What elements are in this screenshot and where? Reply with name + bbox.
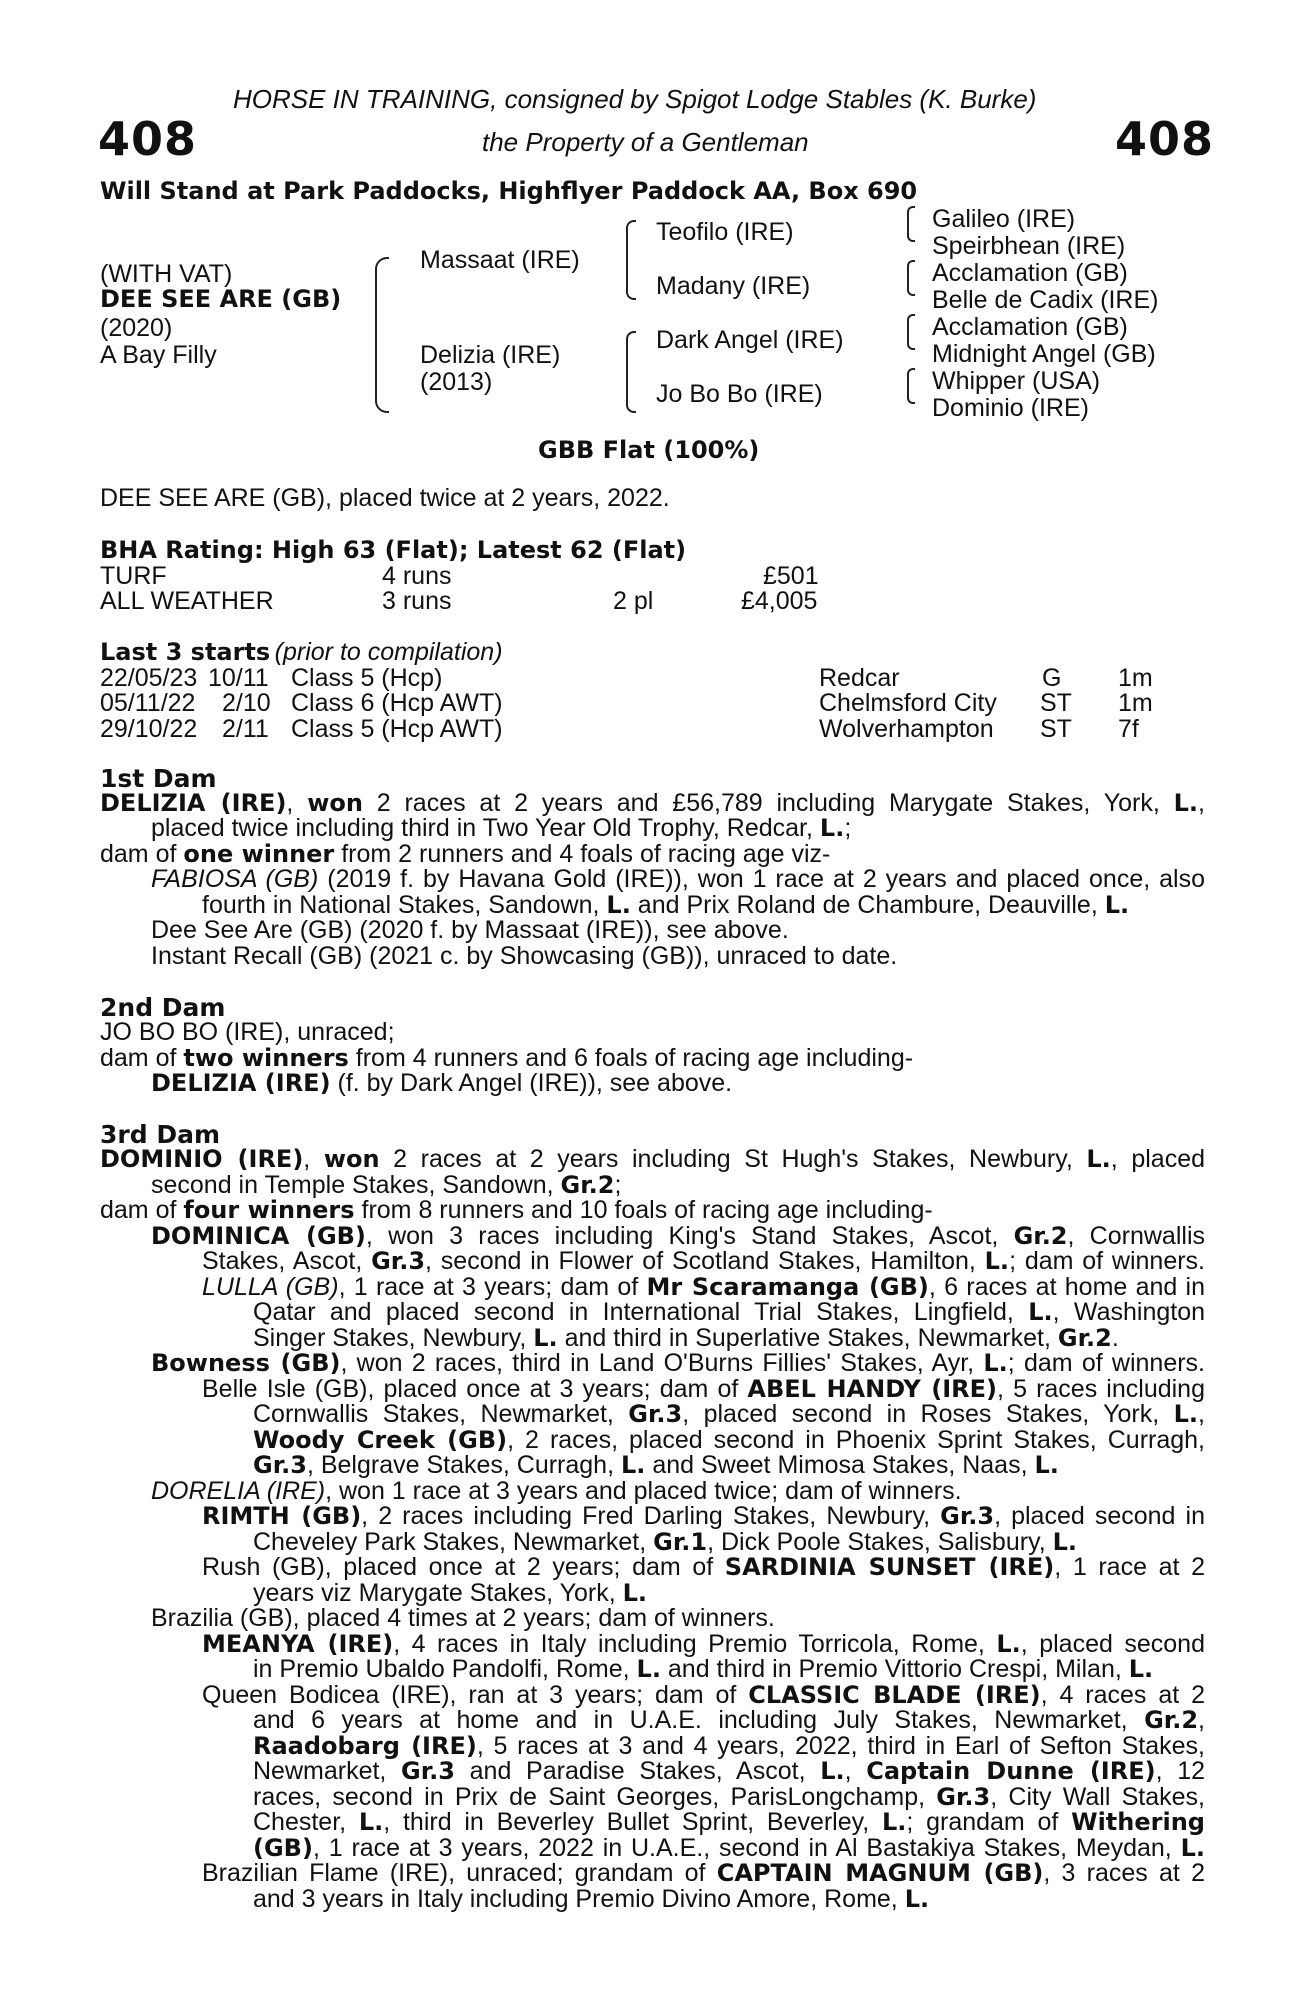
brace-gen3-3: [907, 314, 915, 350]
dam-line: Chester, L., third in Beverley Bullet Sprint, Beverley, L.; grandam of Withering: [253, 1808, 1205, 1836]
dam-line: DOMINICA (GB), won 3 races including King's Stand Stakes, Ascot, Gr.2, Cornwallis: [151, 1222, 1205, 1250]
sire-dam: Madany (IRE): [656, 272, 811, 300]
brace-gen1: [375, 257, 389, 413]
sire-sire: Teofilo (IRE): [656, 218, 794, 246]
gen3-5: Acclamation (GB): [932, 313, 1128, 341]
dam-line: Belle Isle (GB), placed once at 3 years; dam of ABEL HANDY (IRE), 5 races including: [202, 1375, 1205, 1403]
second-dam-heading: 2nd Dam: [100, 993, 226, 1022]
start-pos: 2/10: [222, 689, 271, 717]
dam-line: LULLA (GB), 1 race at 3 years; dam of Mr Scaramanga (GB), 6 races at home and in: [202, 1273, 1206, 1301]
lot-number-right: 408: [1115, 112, 1215, 166]
gen3-7: Whipper (USA): [932, 367, 1101, 395]
start-going: G: [1042, 664, 1062, 692]
brace-gen3-1: [907, 206, 915, 242]
dam-line: Newmarket, Gr.3 and Paradise Stakes, Ascot, L., Captain Dunne (IRE), 12: [253, 1757, 1206, 1785]
dam-name: Delizia (IRE): [420, 341, 561, 369]
brace-gen3-2: [907, 260, 915, 296]
start-pos: 2/11: [222, 715, 269, 743]
start-class: Class 6 (Hcp AWT): [291, 689, 503, 717]
gen3-2: Speirbhean (IRE): [932, 232, 1126, 260]
start-class: Class 5 (Hcp): [291, 664, 443, 692]
rating-title: BHA Rating: High 63 (Flat); Latest 62 (Flat): [100, 536, 687, 564]
rating-turf-surface: TURF: [100, 562, 167, 590]
dam-line: dam of one winner from 2 runners and 4 foals of racing age viz-: [100, 840, 831, 868]
horse-name: DEE SEE ARE (GB): [100, 285, 342, 313]
horse-vat: (WITH VAT): [100, 260, 233, 288]
rating-aw-prize: £4,005: [741, 587, 818, 615]
dam-line: placed twice including third in Two Year Old Trophy, Redcar, L.;: [151, 814, 852, 842]
start-going: ST: [1040, 715, 1072, 743]
dam-line: Qatar and placed second in International Trial Stakes, Lingfield, L., Washington: [253, 1298, 1206, 1326]
rating-turf-runs: 4 runs: [382, 562, 452, 590]
consignor-line: HORSE IN TRAINING, consigned by Spigot Lodge Stables (K. Burke): [233, 84, 1037, 114]
gen3-8: Dominio (IRE): [932, 394, 1089, 422]
horse-year: (2020): [100, 314, 173, 342]
start-date: 05/11/22: [100, 689, 196, 717]
dam-line: RIMTH (GB), 2 races including Fred Darling Stakes, Newbury, Gr.3, placed second in: [202, 1502, 1205, 1530]
dam-line: Gr.3, Belgrave Stakes, Curragh, L. and Sweet Mimosa Stakes, Naas, L.: [253, 1451, 1059, 1479]
dam-line: fourth in National Stakes, Sandown, L. and Prix Roland de Chambure, Deauville, L.: [202, 891, 1130, 919]
location-line: Will Stand at Park Paddocks, Highflyer Paddock AA, Box 690: [100, 177, 918, 205]
start-dist: 1m: [1118, 689, 1153, 717]
dam-line: Stakes, Ascot, Gr.3, second in Flower of Scotland Stakes, Hamilton, L.; dam of winners.: [202, 1247, 1206, 1275]
dam-line: FABIOSA (GB) (2019 f. by Havana Gold (IRE)), won 1 race at 2 years and placed once, also: [151, 865, 1205, 893]
dam-line: Instant Recall (GB) (2021 c. by Showcasing (GB)), unraced to date.: [151, 942, 898, 970]
starts-heading: [100, 638, 503, 667]
dam-year: (2013): [420, 368, 493, 396]
start-going: ST: [1040, 689, 1072, 717]
property-line: the Property of a Gentleman: [482, 127, 809, 157]
start-class: Class 5 (Hcp AWT): [291, 715, 503, 743]
dam-line: Woody Creek (GB), 2 races, placed second in Phoenix Sprint Stakes, Curragh,: [253, 1426, 1205, 1454]
dam-line: Bowness (GB), won 2 races, third in Land O'Burns Fillies' Stakes, Ayr, L.; dam of winners.: [151, 1349, 1206, 1377]
start-pos: 10/11: [208, 664, 269, 692]
rating-turf-prize: £501: [763, 562, 819, 590]
gbb-label: GBB Flat (100%): [538, 436, 760, 464]
rating-aw-surface: ALL WEATHER: [100, 587, 274, 615]
sire-name: Massaat (IRE): [420, 246, 580, 274]
dam-line: years viz Marygate Stakes, York, L.: [253, 1579, 648, 1607]
gen3-4: Belle de Cadix (IRE): [932, 286, 1159, 314]
dam-line: Singer Stakes, Newbury, L. and third in Superlative Stakes, Newmarket, Gr.2.: [253, 1324, 1119, 1352]
start-date: 22/05/23: [100, 664, 198, 692]
rating-aw-runs: 3 runs: [382, 587, 452, 615]
starts-note: (prior to compilation): [274, 638, 503, 666]
brace-gen3-4: [907, 368, 915, 404]
dam-sire: Dark Angel (IRE): [656, 326, 844, 354]
start-course: Chelmsford City: [819, 689, 997, 717]
dam-line: races, second in Prix de Saint Georges, ParisLongchamp, Gr.3, City Wall Stakes,: [253, 1783, 1205, 1811]
gen3-1: Galileo (IRE): [932, 205, 1076, 233]
dam-line: dam of four winners from 8 runners and 10 foals of racing age including-: [100, 1196, 933, 1224]
first-dam-heading: 1st Dam: [100, 764, 217, 793]
summary-line: DEE SEE ARE (GB), placed twice at 2 years, 2022.: [100, 484, 670, 512]
start-dist: 7f: [1118, 715, 1139, 743]
dam-line: Brazilia (GB), placed 4 times at 2 years; dam of winners.: [151, 1604, 775, 1632]
start-course: Wolverhampton: [819, 715, 994, 743]
rating-aw-placed: 2 pl: [613, 587, 654, 615]
dam-line: Dee See Are (GB) (2020 f. by Massaat (IRE)), see above.: [151, 916, 789, 944]
dam-line: DELIZIA (IRE) (f. by Dark Angel (IRE)), see above.: [151, 1069, 733, 1097]
start-date: 29/10/22: [100, 715, 198, 743]
dam-line: JO BO BO (IRE), unraced;: [100, 1018, 395, 1046]
dam-line: dam of two winners from 4 runners and 6 foals of racing age including-: [100, 1044, 914, 1072]
start-dist: 1m: [1118, 664, 1153, 692]
start-course: Redcar: [819, 664, 900, 692]
gen3-6: Midnight Angel (GB): [932, 340, 1156, 368]
dam-line: Raadobarg (IRE), 5 races at 3 and 4 years, 2022, third in Earl of Sefton Stakes,: [253, 1732, 1205, 1760]
dam-line: Cheveley Park Stakes, Newmarket, Gr.1, Dick Poole Stakes, Salisbury, L.: [253, 1528, 1078, 1556]
dam-line: and 6 years at home and in U.A.E. including July Stakes, Newmarket, Gr.2,: [253, 1706, 1205, 1734]
gen3-3: Acclamation (GB): [932, 259, 1128, 287]
dam-line: Cornwallis Stakes, Newmarket, Gr.3, placed second in Roses Stakes, York, L.,: [253, 1400, 1205, 1428]
dam-line: second in Temple Stakes, Sandown, Gr.2;: [151, 1171, 622, 1199]
dam-line: DORELIA (IRE), won 1 race at 3 years and placed twice; dam of winners.: [151, 1477, 962, 1505]
third-dam-heading: 3rd Dam: [100, 1120, 220, 1149]
dam-line: (GB), 1 race at 3 years, 2022 in U.A.E., second in Al Bastakiya Stakes, Meydan, L.: [253, 1834, 1205, 1862]
dam-line: DOMINIO (IRE), won 2 races at 2 years including St Hugh's Stakes, Newbury, L., placed: [100, 1145, 1205, 1173]
dam-line: DELIZIA (IRE), won 2 races at 2 years and £56,789 including Marygate Stakes, York, L.,: [100, 789, 1205, 817]
starts-title: Last 3 starts: [100, 638, 271, 666]
brace-gen2-bottom: [626, 331, 636, 413]
dam-line: and 3 years in Italy including Premio Divino Amore, Rome, L.: [253, 1885, 930, 1913]
dam-line: in Premio Ubaldo Pandolfi, Rome, L. and third in Premio Vittorio Crespi, Milan, L.: [253, 1655, 1154, 1683]
dam-line: Rush (GB), placed once at 2 years; dam of SARDINIA SUNSET (IRE), 1 race at 2: [202, 1553, 1205, 1581]
brace-gen2-top: [626, 220, 636, 300]
dam-line: Queen Bodicea (IRE), ran at 3 years; dam of CLASSIC BLADE (IRE), 4 races at 2: [202, 1681, 1205, 1709]
dam-dam: Jo Bo Bo (IRE): [656, 380, 823, 408]
dam-line: MEANYA (IRE), 4 races in Italy including Premio Torricola, Rome, L., placed second: [202, 1630, 1205, 1658]
dam-line: Brazilian Flame (IRE), unraced; grandam of CAPTAIN MAGNUM (GB), 3 races at 2: [202, 1859, 1205, 1887]
horse-description: A Bay Filly: [100, 341, 217, 369]
lot-number-left: 408: [98, 112, 198, 166]
